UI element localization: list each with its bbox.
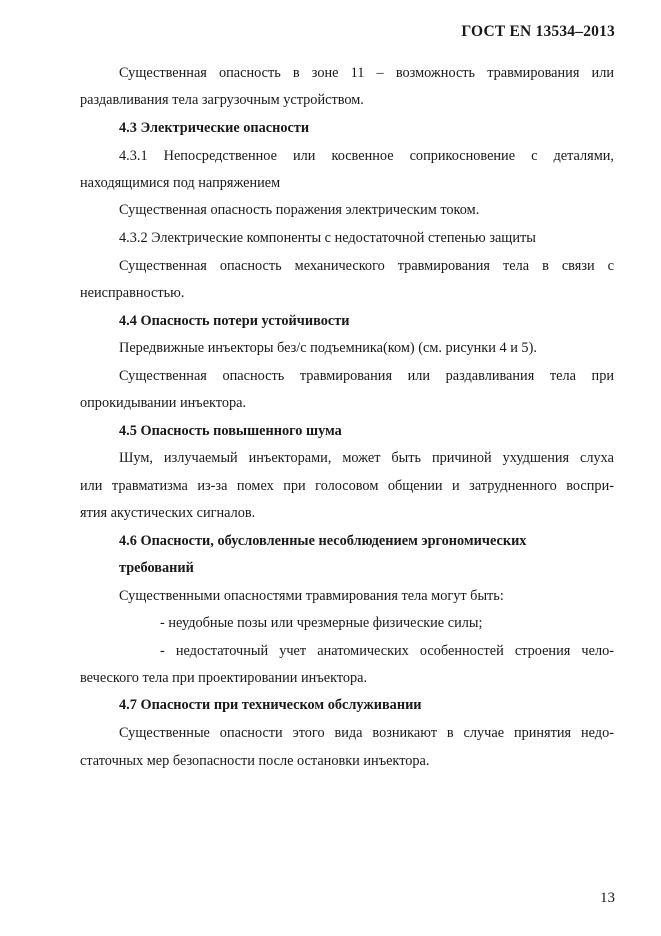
section-heading-4-4: 4.4 Опасность потери устойчивости — [119, 313, 350, 329]
list-item: - недостаточный учет анатомических особенностей строения чело- — [160, 643, 614, 659]
paragraph-line: находящимися под напряжением — [80, 175, 281, 191]
page-number: 13 — [600, 890, 615, 906]
section-heading-4-3: 4.3 Электрические опасности — [119, 120, 310, 136]
section-heading-4-5: 4.5 Опасность повышенного шума — [119, 423, 342, 439]
section-heading-4-7: 4.7 Опасности при техническом обслуживании — [119, 697, 422, 713]
paragraph-line: Существенная опасность поражения электрическим током. — [119, 202, 480, 218]
section-heading-4-6-cont: требований — [119, 560, 194, 576]
paragraph-line: статочных мер безопасности после остановки инъектора. — [80, 753, 430, 769]
paragraph-line: опрокидывании инъектора. — [80, 395, 247, 411]
paragraph-line: Существенная опасность механического травмирования тела в связи с — [119, 258, 614, 274]
paragraph-line: ятия акустических сигналов. — [80, 505, 256, 521]
document-header-title: ГОСТ EN 13534–2013 — [461, 23, 615, 40]
paragraph-line: неисправностью. — [80, 285, 185, 301]
paragraph-line: Существенные опасности этого вида возникают в случае принятия недо- — [119, 725, 614, 741]
paragraph-line: раздавливания тела загрузочным устройством. — [80, 92, 364, 108]
list-item: - неудобные позы или чрезмерные физические силы; — [160, 615, 483, 631]
paragraph-line: Шум, излучаемый инъекторами, может быть причиной ухудшения слуха — [119, 450, 614, 466]
paragraph-line: 4.3.1 Непосредственное или косвенное соприкосновение с деталями, — [119, 148, 614, 164]
paragraph-line: Существенная опасность в зоне 11 – возможность травмирования или — [119, 65, 614, 81]
paragraph-line: или травматизма из-за помех при голосовом общении и затрудненного воспри- — [80, 478, 614, 494]
paragraph-line: Передвижные инъекторы без/с подъемника(ком) (см. рисунки 4 и 5). — [119, 340, 537, 356]
section-heading-4-6: 4.6 Опасности, обусловленные несоблюдением эргономических — [119, 533, 527, 549]
paragraph-line: Существенными опасностями травмирования тела могут быть: — [119, 588, 504, 604]
paragraph-line: Существенная опасность травмирования или раздавливания тела при — [119, 368, 614, 384]
paragraph-line: веческого тела при проектировании инъектора. — [80, 670, 368, 686]
paragraph-line: 4.3.2 Электрические компоненты с недостаточной степенью защиты — [119, 230, 536, 246]
